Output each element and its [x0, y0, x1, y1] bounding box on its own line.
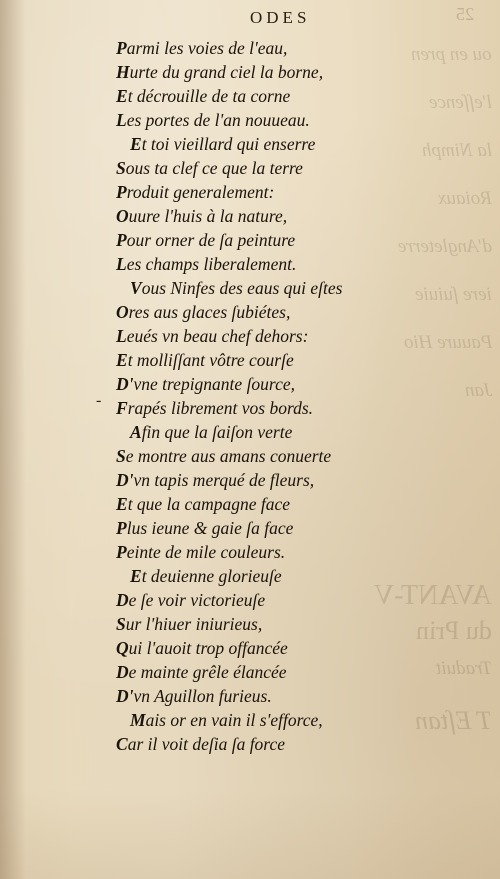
verse-line: Et toi vieillard qui enserre [130, 134, 316, 154]
verse-line: Afin que la ſaiſon verte [130, 422, 293, 442]
verse-line: Se montre aus amans conuerte [116, 446, 332, 466]
bleed-through-line: Traduit [436, 658, 492, 679]
verse-line: Et que la campagne face [116, 494, 290, 514]
verse-line: Peinte de mile couleurs. [116, 542, 286, 562]
verse-line: Sous ta clef ce que la terre [116, 158, 303, 178]
bleed-through-folio: 25 [456, 4, 474, 24]
verse-line: Et deuienne glorieuſe [130, 566, 282, 586]
verse-line: Ores aus glaces ſubiétes, [116, 302, 291, 322]
verse-line: D'vn tapis merqué de fleurs, [116, 470, 315, 490]
bleed-through-text [330, 0, 500, 879]
verse-line: Et molliſſant vôtre courſe [116, 350, 294, 370]
bleed-through-line: Roiaux [438, 188, 492, 209]
verse-line: D'vne trepignante ſource, [116, 374, 295, 394]
verse-line: Leués vn beau chef dehors: [116, 326, 309, 346]
bleed-through-line: la Nimph [421, 140, 492, 161]
verse-line: Plus ieune & gaie ſa face [116, 518, 294, 538]
bleed-through-line: iere ſuiuie [415, 284, 492, 305]
verse-line: De ſe voir victorieuſe [116, 590, 266, 610]
bleed-through-line: ou en pren [411, 44, 492, 65]
bleed-through-line: d'Angleterre [397, 236, 492, 257]
verse-line: Mais or en vain il s'efforce, [130, 710, 323, 730]
running-title: ODES [250, 8, 311, 27]
verse-line: D'vn Aguillon furieus. [116, 686, 272, 706]
margin-mark: - [96, 392, 102, 409]
verse-line: Produit generalement: [116, 182, 275, 202]
verse-line: Qui l'auoit trop offancée [116, 638, 288, 658]
verse-line: Hurte du grand ciel la borne, [116, 62, 324, 82]
bleed-through-line: Jan [464, 380, 492, 401]
verse-line: Ouure l'huis à la nature, [116, 206, 288, 226]
bleed-through-line: du Prin [416, 616, 492, 645]
bleed-through-line: l'eſſence [428, 92, 492, 113]
verse-line: Car il voit deſia ſa force [116, 734, 285, 754]
verse-line: Parmi les voies de l'eau, [116, 38, 288, 58]
verse-line: Sur l'hiuer iniurieus, [116, 614, 263, 634]
verse-line: Et décrouille de ta corne [116, 86, 291, 106]
verse-line: Vous Ninfes des eaus qui eſtes [130, 278, 343, 298]
bleed-through-line: T Eſtan [415, 706, 492, 735]
verse-line: Les portes de l'an nouueau. [116, 110, 310, 130]
bleed-through-line: Pauure Hio [403, 332, 492, 353]
spine-shadow [0, 0, 26, 879]
verse-line: Pour orner de ſa peinture [116, 230, 296, 250]
verse-line: Frapés librement vos bords. [116, 398, 314, 418]
verse-line: De mainte grêle élancée [116, 662, 287, 682]
bleed-through-line: AVANT-V [374, 580, 492, 611]
verse-line: Les champs liberalement. [116, 254, 297, 274]
